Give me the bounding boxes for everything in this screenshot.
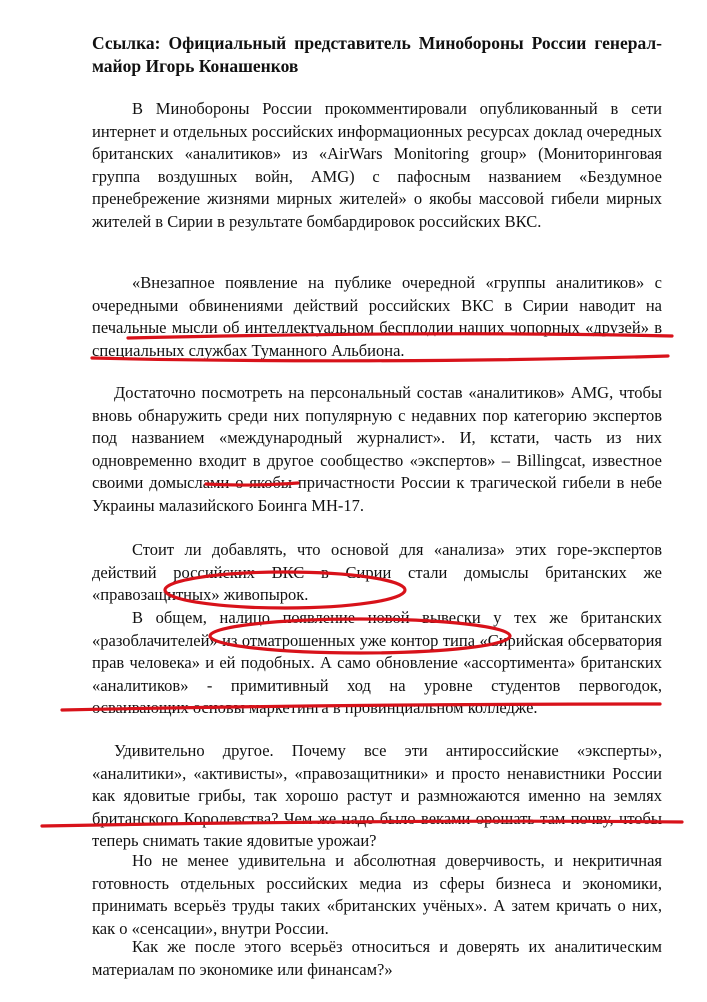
- paragraph-2: «Внезапное появление на публике очередной «группы аналитиков» с очередными обвинениями действий российских ВКС в Сирии наводит на печальные мысли об интеллектуальном бесплодии наших чопорных «друзей» в специальных службах Туманного Альбиона.: [92, 273, 662, 360]
- paragraph-3: Достаточно посмотреть на персональный состав «аналитиков» AMG, чтобы вновь обнаружить среди них популярную с недавних пор категорию экспертов под названием «международный журналист». И, кстати, часть из них одновременно входит в другое сообщество «экспертов» – Billingcat, известное своими домыслами о якобы причастности России к трагической гибели в небе Украины малазийского Боинга МН-17.: [92, 383, 662, 515]
- paragraph-1: В Минобороны России прокомментировали опубликованный в сети интернет и отдельных российских информационных ресурсах доклад очередных британских «аналитиков» из «AirWars Monitoring group» (Мониторинговая группа воздушных войн, AMG) с пафосным названием «Бездумное пренебрежение жизнями мирных жителей» о якобы массовой гибели мирных жителей в Сирии в результате бомбардировок российских ВКС.: [92, 99, 662, 231]
- paragraph-4: Стоит ли добавлять, что основой для «анализа» этих горе-экспертов действий российских ВКС в Сирии стали домыслы британских же «правозащитных» живопырок.: [92, 540, 662, 605]
- paragraph-8: Как же после этого всерьёз относиться и доверять их аналитическим материалам по экономике или финансам?»: [92, 937, 662, 979]
- paragraph-5: В общем, налицо появление новой вывески у тех же британских «разоблачителей» из отматрошенных уже контор типа «Сирийская обсерватория прав человека» и ей подобных. А само обновление «ассортимента» британских «аналитиков» - примитивный ход на уровне студентов первогодок, осваивающих основы маркетинга в провинциальном колледже.: [92, 608, 662, 718]
- paragraph-7: Но не менее удивительна и абсолютная доверчивость, и некритичная готовность отдельных российских медиа из сферы бизнеса и экономики, принимать всерьёз труды таких «британских учёных». А затем кричать о них, как о «сенсации», внутри России.: [92, 851, 662, 938]
- paragraph-6: Удивительно другое. Почему все эти антироссийские «эксперты», «аналитики», «активисты», «правозащитники» и просто ненавистники России как ядовитые грибы, так хорошо растут и размножаются именно на землях британского Королевства? Чем же надо было веками орошать там почву, чтобы теперь снимать такие ядовитые урожаи?: [92, 741, 662, 851]
- document-title: Ссылка: Официальный представитель Минобороны России генерал-майор Игорь Конашенков: [92, 33, 662, 76]
